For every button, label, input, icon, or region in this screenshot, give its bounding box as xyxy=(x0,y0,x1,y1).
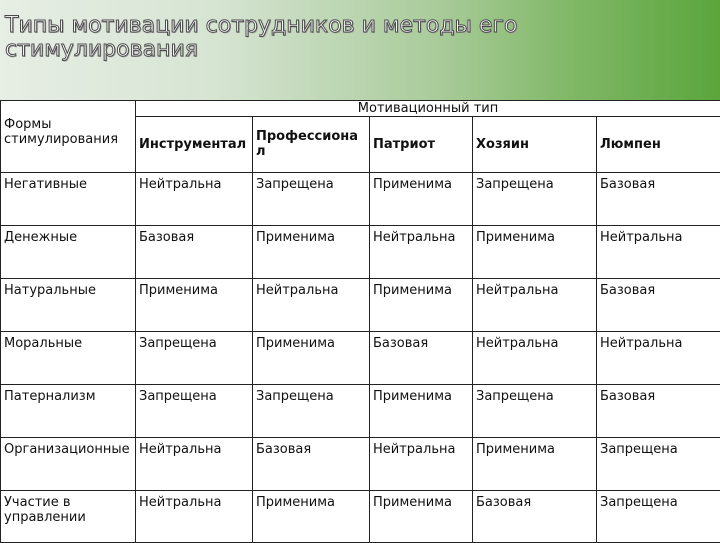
table-cell-owner: Применима xyxy=(473,226,597,279)
table-cell-instrumental: Запрещена xyxy=(136,385,253,438)
table-cell-owner: Базовая xyxy=(473,491,597,543)
title-banner xyxy=(0,0,720,101)
table-cell-owner: Применима xyxy=(473,438,597,491)
table-header-row xyxy=(1,101,720,117)
col-header-patriot: Патриот xyxy=(370,117,473,173)
table-cell-instrumental: Нейтральна xyxy=(136,173,253,226)
table-cell-owner: Запрещена xyxy=(473,173,597,226)
table-cell-instrumental: Применима xyxy=(136,279,253,332)
row-label-line-1: Денежные xyxy=(4,230,135,245)
table-cell-lumpen: Базовая xyxy=(597,279,720,332)
row-label-line-1: Участие в xyxy=(4,495,135,510)
group-header-cell: Мотивационный тип xyxy=(136,101,720,117)
table-cell-instrumental: Запрещена xyxy=(136,332,253,385)
row-label-cell xyxy=(1,332,136,385)
table-cell-professional: Запрещена xyxy=(253,173,370,226)
slide-title-line-1: Типы мотивации сотрудников и методы его xyxy=(5,14,705,38)
slide-title xyxy=(5,14,705,62)
table-cell-lumpen: Запрещена xyxy=(597,438,720,491)
corner-header-cell xyxy=(1,101,136,173)
table-cell-professional: Применима xyxy=(253,332,370,385)
col-header-lumpen: Люмпен xyxy=(597,117,720,173)
row-label-line-1: Патернализм xyxy=(4,389,135,404)
table-cell-professional: Запрещена xyxy=(253,385,370,438)
row-label-line-1: Организационные xyxy=(4,442,135,457)
motivation-table xyxy=(0,100,720,543)
table-row xyxy=(1,173,720,226)
col-header-professional-line-1: Профессиона xyxy=(256,129,369,144)
row-label-line-1: Негативные xyxy=(4,177,135,192)
corner-header-line-1: Формы xyxy=(4,117,135,132)
table-cell-patriot: Нейтральна xyxy=(370,438,473,491)
table-cell-instrumental: Базовая xyxy=(136,226,253,279)
col-header-instrumental: Инструментал xyxy=(136,117,253,173)
table-cell-instrumental: Нейтральна xyxy=(136,438,253,491)
table-cell-lumpen: Нейтральна xyxy=(597,226,720,279)
table-cell-patriot: Применима xyxy=(370,279,473,332)
table-cell-lumpen: Запрещена xyxy=(597,491,720,543)
row-label-cell xyxy=(1,173,136,226)
row-label-cell xyxy=(1,385,136,438)
table-row xyxy=(1,226,720,279)
row-label-cell xyxy=(1,226,136,279)
table-cell-patriot: Применима xyxy=(370,173,473,226)
table-cell-owner: Нейтральна xyxy=(473,279,597,332)
table-cell-professional: Применима xyxy=(253,226,370,279)
row-label-line-1: Моральные xyxy=(4,336,135,351)
table-cell-professional: Нейтральна xyxy=(253,279,370,332)
table-cell-patriot: Применима xyxy=(370,491,473,543)
col-header-professional xyxy=(253,117,370,173)
col-header-professional-line-2: л xyxy=(256,144,369,159)
table-cell-lumpen: Базовая xyxy=(597,385,720,438)
row-label-cell xyxy=(1,279,136,332)
table-cell-instrumental: Нейтральна xyxy=(136,491,253,543)
table-row xyxy=(1,385,720,438)
table-row xyxy=(1,279,720,332)
row-label-line-2: управлении xyxy=(4,510,135,525)
col-header-owner: Хозяин xyxy=(473,117,597,173)
table-cell-patriot: Базовая xyxy=(370,332,473,385)
table-cell-professional: Применима xyxy=(253,491,370,543)
row-label-line-1: Натуральные xyxy=(4,283,135,298)
table-cell-owner: Запрещена xyxy=(473,385,597,438)
row-label-cell xyxy=(1,491,136,543)
table-cell-lumpen: Нейтральна xyxy=(597,332,720,385)
row-label-cell xyxy=(1,438,136,491)
slide-title-line-2: стимулирования xyxy=(5,38,705,62)
table-cell-patriot: Применима xyxy=(370,385,473,438)
table-cell-lumpen: Базовая xyxy=(597,173,720,226)
corner-header-line-2: стимулирования xyxy=(4,132,135,147)
table-cell-professional: Базовая xyxy=(253,438,370,491)
table-row xyxy=(1,332,720,385)
table-row xyxy=(1,438,720,491)
table-cell-owner: Нейтральна xyxy=(473,332,597,385)
table-row xyxy=(1,491,720,543)
table-cell-patriot: Нейтральна xyxy=(370,226,473,279)
